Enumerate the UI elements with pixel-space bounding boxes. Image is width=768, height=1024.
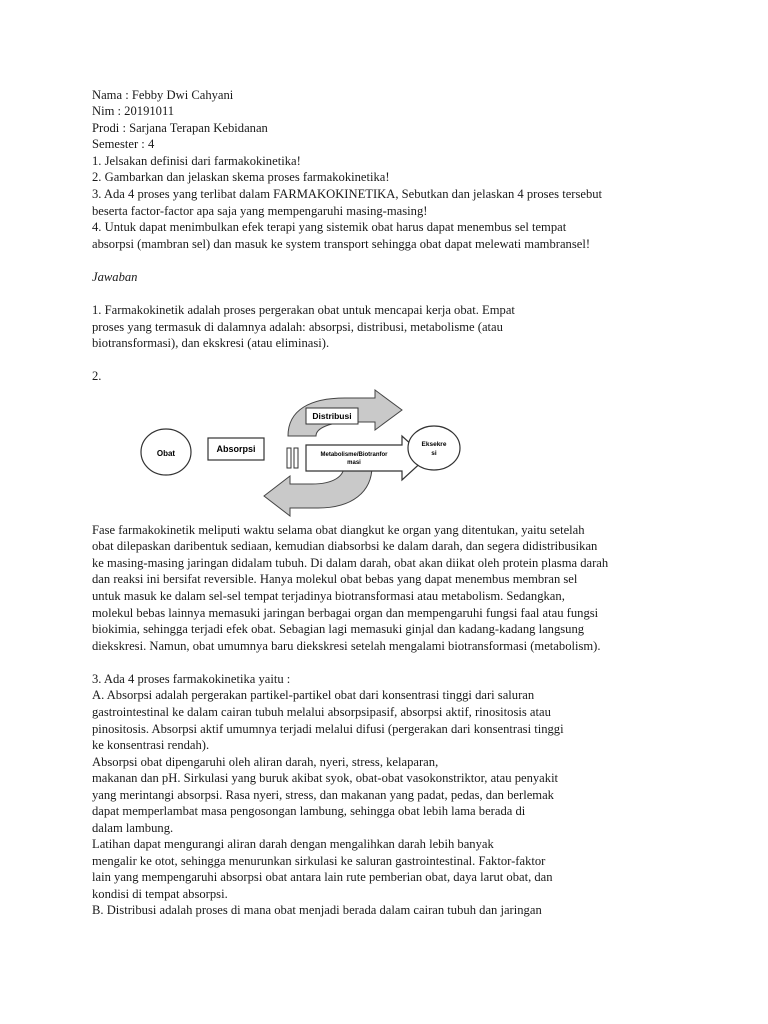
student-semester: Semester : 4 <box>92 137 155 151</box>
para-3-line-7: makanan dan pH. Sirkulasi yang buruk akibat syok, obat-obat vasokonstriktor, atau penyakit <box>92 771 559 785</box>
question-4-line-1: 4. Untuk dapat menimbulkan efek terapi yang sistemik obat harus dapat menembus sel tempat <box>92 220 567 234</box>
diagram-svg <box>140 388 480 518</box>
student-prodi: Prodi : Sarjana Terapan Kebidanan <box>92 121 268 135</box>
para-3-line-14: kondisi di tempat absorpsi. <box>92 887 228 901</box>
answer-1-line-2: proses yang termasuk di dalamnya adalah: absorpsi, distribusi, metabolisme (atau <box>92 320 503 334</box>
para-2-line-5: untuk masuk ke dalam sel-sel tempat terjadinya biotransformasi atau metabolism. Sedangkan, <box>92 589 565 603</box>
question-3-line-2: beserta factor-factor apa saja yang mempengaruhi masing-masing! <box>92 204 428 218</box>
answer-2-number: 2. <box>92 369 102 383</box>
para-3-line-9: dapat memperlambat masa pengosongan lambung, sehingga obat lebih lama berada di <box>92 804 526 818</box>
para-3-line-10: dalam lambung. <box>92 821 174 835</box>
pharmacokinetics-diagram <box>140 388 480 518</box>
para-2-line-2: obat dilepaskan daribentuk sediaan, kemudian diabsorbsi ke dalam darah, dan segera didistribusikan <box>92 539 598 553</box>
question-3-line-1: 3. Ada 4 proses yang terlibat dalam FARMAKOKINETIKA, Sebutkan dan jelaskan 4 proses tersebut <box>92 187 603 201</box>
para-3-line-5: ke konsentrasi rendah). <box>92 738 210 752</box>
student-name: Nama : Febby Dwi Cahyani <box>92 88 234 102</box>
para-3-line-11: Latihan dapat mengurangi aliran darah dengan mengalihkan darah lebih banyak <box>92 837 494 851</box>
para-3-line-15: B. Distribusi adalah proses di mana obat menjadi berada dalam cairan tubuh dan jaringan <box>92 903 542 917</box>
ekskresi-label-line-2: si <box>431 450 437 457</box>
para-3-line-12: mengalir ke otot, sehingga menurunkan sirkulasi ke saluran gastrointestinal. Faktor-faktor <box>92 854 546 868</box>
return-arrow <box>264 466 372 516</box>
question-1: 1. Jelsakan definisi dari farmakokinetika! <box>92 154 301 168</box>
para-3-line-4: pinositosis. Absorpsi aktif umumnya terjadi melalui difusi (pergerakan dari konsentrasi tinggi <box>92 722 564 736</box>
answer-1-line-3: biotransformasi), dan ekskresi (atau eliminasi). <box>92 336 330 350</box>
para-3-line-1: 3. Ada 4 proses farmakokinetika yaitu : <box>92 672 291 686</box>
question-4-line-2: absorpsi (mambran sel) dan masuk ke system transport sehingga obat dapat melewati mambransel! <box>92 237 591 251</box>
ekskresi-circle <box>408 426 460 470</box>
para-2-line-8: diekskresi. Namun, obat umumnya baru diekskresi setelah mengalami biotransformasi (metabolism). <box>92 639 601 653</box>
left-bar-1 <box>287 448 291 468</box>
para-2-line-1: Fase farmakokinetik meliputi waktu selama obat diangkut ke organ yang ditentukan, yaitu setelah <box>92 523 585 537</box>
ekskresi-label-line-1: Eksekre <box>421 441 447 448</box>
left-bar-2 <box>294 448 298 468</box>
question-2: 2. Gambarkan dan jelaskan skema proses farmakokinetika! <box>92 170 390 184</box>
obat-label: Obat <box>156 449 176 458</box>
para-2-line-3: ke masing-masing jaringan didalam tubuh. Di dalam darah, obat akan diikat oleh protein plasma darah <box>92 556 609 570</box>
para-3-line-13: lain yang mempengaruhi absorpsi obat antara lain rute pemberian obat, daya larut obat, dan <box>92 870 553 884</box>
para-2-line-6: molekul bebas lainnya memasuki jaringan berbagai organ dan mempengaruhi fungsi faal atau fungsi <box>92 606 599 620</box>
absorpsi-label: Absorpsi <box>216 444 256 454</box>
para-3-line-8: yang merintangi absorpsi. Rasa nyeri, stress, dan makanan yang padat, pedas, dan berlemak <box>92 788 554 802</box>
jawaban-heading: Jawaban <box>92 270 138 284</box>
metabolisme-label-line-2: masi <box>347 460 361 466</box>
para-3-line-2: A. Absorpsi adalah pergerakan partikel-partikel obat dari konsentrasi tinggi dari saluran <box>92 688 535 702</box>
metabolisme-label-line-1: Metabolisme/Biotranfor <box>320 452 388 458</box>
student-nim: Nim : 20191011 <box>92 104 175 118</box>
para-3-line-3: gastrointestinal ke dalam cairan tubuh melalui absorpsipasif, absorpsi aktif, rinositosis atau <box>92 705 551 719</box>
para-2-line-7: biokimia, sehingga terjadi efek obat. Sebagian lagi memasuki ginjal dan kadang-kadang langsung <box>92 622 585 636</box>
para-2-line-4: dan reaksi ini bersifat reversible. Hanya molekul obat bebas yang dapat menembus membran sel <box>92 572 578 586</box>
para-3-line-6: Absorpsi obat dipengaruhi oleh aliran darah, nyeri, stress, kelaparan, <box>92 755 439 769</box>
answer-1-line-1: 1. Farmakokinetik adalah proses pergerakan obat untuk mencapai kerja obat. Empat <box>92 303 515 317</box>
distribusi-label: Distribusi <box>312 411 352 421</box>
